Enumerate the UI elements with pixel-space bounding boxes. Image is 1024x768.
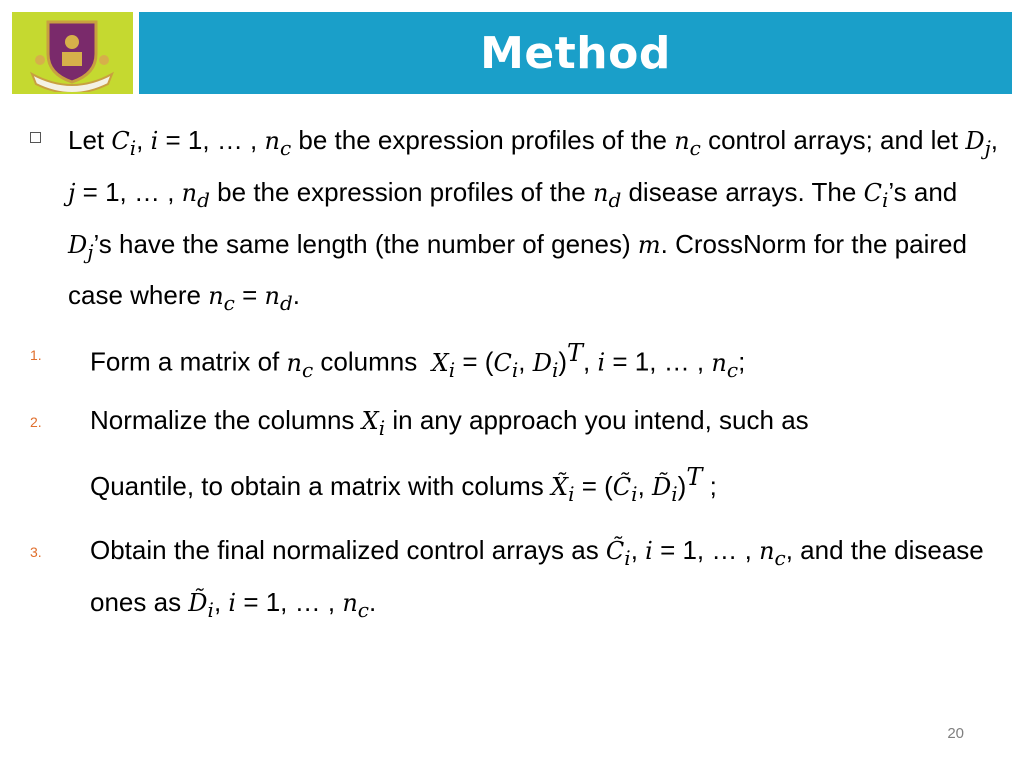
step-item-2 [30,398,1000,522]
step-text: Form a matrix of $n_c$ columns $X_i = (C_i$, $D_i)^T$, i = 1, … , $n_c$; [90,339,746,382]
step-number: 3. [30,543,42,560]
intro-bullet [30,118,1000,325]
intro-text: Let $C_i$, i = 1, … , $n_c$ be the expression profiles of the $n_c$ control arrays; and let $D_j$, j = 1, … , $n_d$ be the expression profiles of the $n_d$ disease arrays. The $C_i’s$ and $D_j’s$ have the same length (the number of genes) m. CrossNorm for the paired case where $n_c = n_d$. [68,125,999,316]
logo-panel [12,12,133,94]
page-title: Method [480,27,671,79]
slide-body [30,118,1000,631]
step-item-1 [30,331,1000,391]
step-item-3 [30,528,1000,632]
university-crest-icon [26,16,118,92]
title-bar [139,12,1012,94]
square-bullet-icon [30,132,41,143]
step-text: Obtain the final normalized control arrays as $C̃_i$, i = 1, … , $n_c$, and the disease ones as $D̃_i$, i = 1, … , $n_c$. [90,534,984,622]
step-number: 2. [30,413,42,430]
page-number: 20 [947,725,964,742]
step-number: 1. [30,347,42,364]
step-text: Normalize the columns $X_i$ in any approach you intend, such as Quantile, to obtain a matrix with colums $X̃_i$ = ($C̃_i$, $D̃_i)^T$ ; [90,404,809,506]
